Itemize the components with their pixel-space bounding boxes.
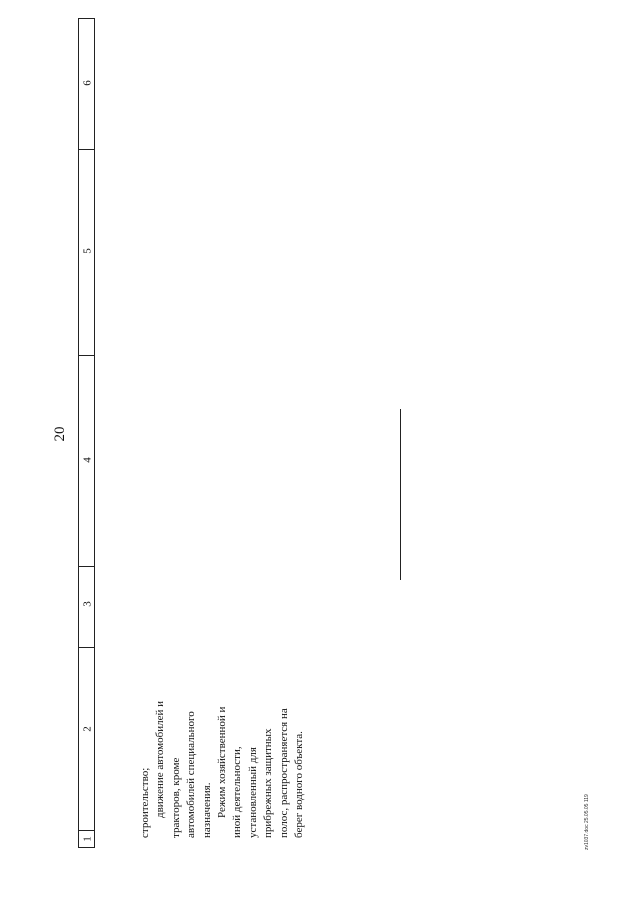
text-line: прибрежных защитных [262, 728, 275, 838]
text-line: тракторов, кроме [169, 757, 182, 838]
text-line: автомобилей специального [185, 711, 198, 838]
end-rule [400, 409, 401, 580]
column-divider [79, 355, 94, 356]
text-line: движение автомобилей и [154, 700, 167, 818]
text-line: берег водного объекта. [293, 731, 306, 838]
column-number-4: 4 [81, 457, 94, 463]
column-number-5: 5 [81, 248, 94, 254]
footer-stamp: zv1037.doc 25.05.05 119 [584, 794, 590, 850]
text-line: Режим хозяйственной и [216, 706, 229, 818]
table-header [78, 18, 95, 848]
column-number-3: 3 [81, 601, 94, 607]
text-line: полос, распространяется на [277, 708, 290, 838]
text-line: строительство; [139, 767, 151, 838]
page-number: 20 [52, 426, 68, 442]
column-number-6: 6 [81, 80, 94, 86]
column-divider [79, 566, 94, 567]
text-line: назначения. [200, 782, 213, 838]
column-divider [79, 149, 94, 150]
column-number-2: 2 [81, 726, 94, 732]
text-line: иной деятельности, [231, 746, 244, 838]
body-text [138, 638, 307, 838]
text-line: установленный для [246, 747, 259, 838]
column-divider [79, 647, 94, 648]
column-number-1: 1 [81, 836, 94, 842]
